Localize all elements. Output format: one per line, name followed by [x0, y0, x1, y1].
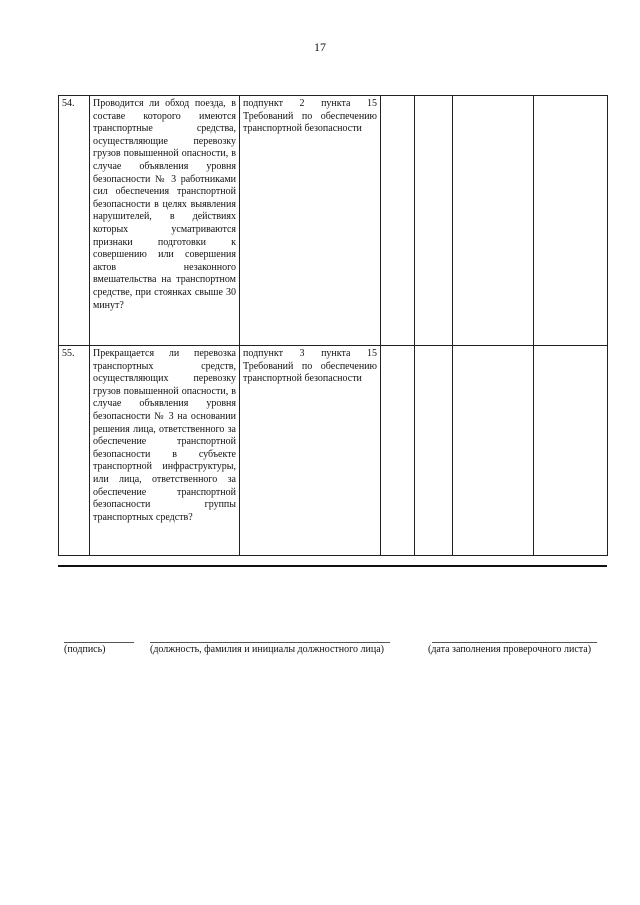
table-row: [59, 96, 608, 346]
row-number: 55.: [59, 346, 90, 556]
official-caption: (должность, фамилия и инициалы должностного лица): [150, 644, 384, 655]
answer-no-cell[interactable]: [415, 96, 453, 346]
checklist-table: [58, 95, 608, 556]
official-name-line[interactable]: [150, 642, 390, 643]
row-number: 54.: [59, 96, 90, 346]
signature-line[interactable]: [64, 642, 134, 643]
answer-yes-cell[interactable]: [381, 346, 415, 556]
table-row: [59, 346, 608, 556]
note-cell[interactable]: [534, 96, 608, 346]
section-divider: [58, 565, 607, 567]
requirement-question: Проводится ли обход поезда, в составе которого имеются транспортные средства, осуществляющие перевозку грузов повышенной опасности, в случае объявления уровня безопасности № 3 работниками сил обеспечения транспортной безопасности в целях выявления нарушителей, в действиях которых усматриваются признаки подготовки к совершению или совершения актов незаконного вмешательства на транспортном средстве, при стоянках свыше 30 минут?: [90, 96, 240, 346]
date-line[interactable]: [432, 642, 597, 643]
answer-not-applicable-cell[interactable]: [453, 96, 534, 346]
note-cell[interactable]: [534, 346, 608, 556]
requirement-question: Прекращается ли перевозка транспортных средств, осуществляющих перевозку грузов повышенной опасности, в случае объявления уровня безопасности № 3 на основании решения лица, ответственного за обеспечение транспортной безопасности в субъекте транспортной инфраструктуры, или лица, ответственного за обеспечение транспортной безопасности группы транспортных средств?: [90, 346, 240, 556]
answer-yes-cell[interactable]: [381, 96, 415, 346]
answer-no-cell[interactable]: [415, 346, 453, 556]
legal-reference: подпункт 2 пункта 15 Требований по обеспечению транспортной безопасности: [240, 96, 381, 346]
legal-reference: подпункт 3 пункта 15 Требований по обеспечению транспортной безопасности: [240, 346, 381, 556]
page-number: 17: [314, 40, 326, 54]
date-caption: (дата заполнения проверочного листа): [428, 644, 592, 655]
signature-caption: (подпись): [64, 644, 106, 655]
answer-not-applicable-cell[interactable]: [453, 346, 534, 556]
